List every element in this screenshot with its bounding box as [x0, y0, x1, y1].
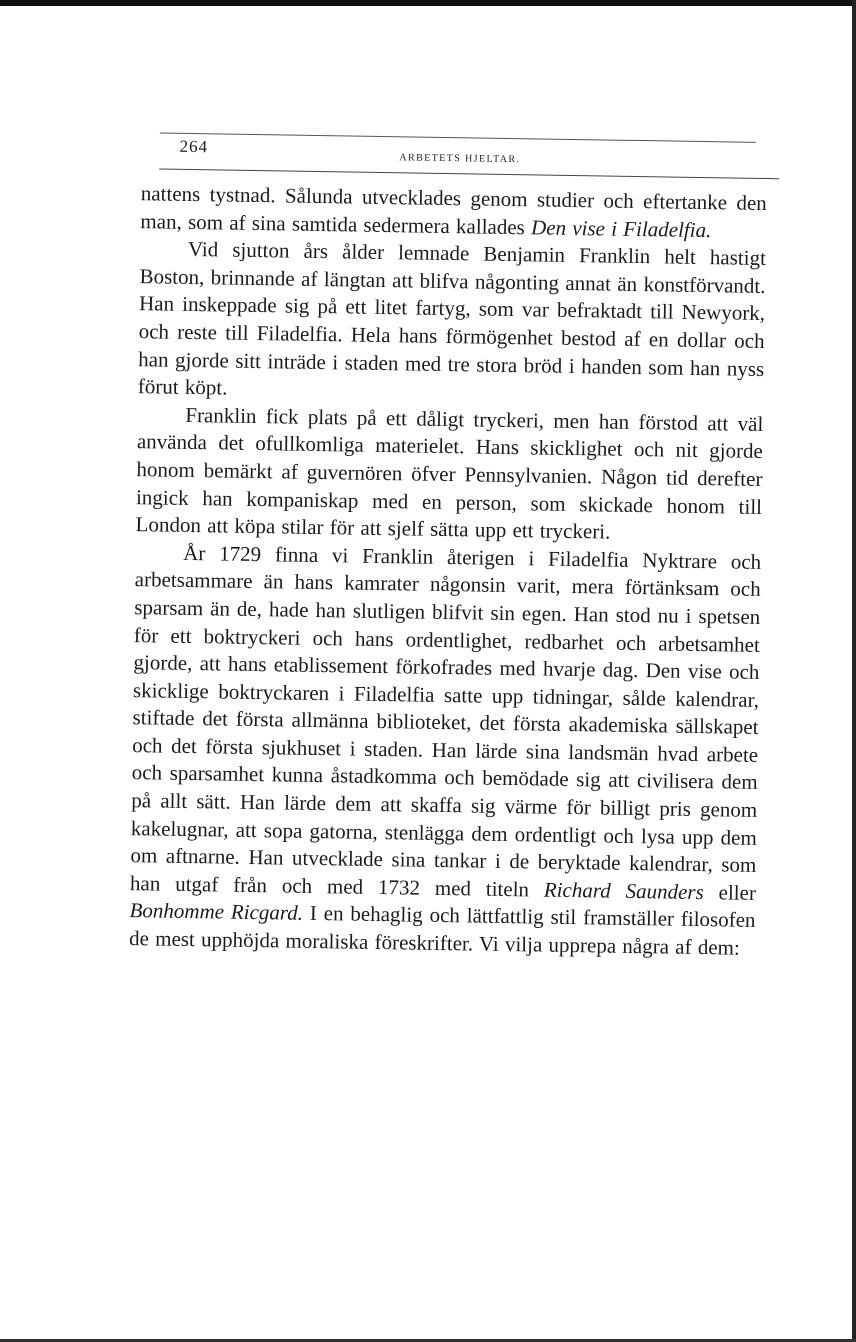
paragraph-text: Vid sjutton års ålder lemnade Benjamin Franklin helt hastigt Boston, brinnande af längtan att blifva någonting annat än konstförvandt. Han inskeppade sig på ett litet fartyg, som var befraktadt till Newyork, och reste till Filadelfia. Hela hans förmögenhet bestod af en dollar och han gjorde sitt inträde i staden med tre stora bröd i handen som han nyss förut köpt.	[137, 237, 767, 400]
italic-title: Den vise i Filadelfia.	[530, 214, 712, 242]
scan-border-right	[852, 0, 856, 1342]
paragraph	[138, 235, 767, 410]
running-title: ARBETETS HJELTAR.	[399, 152, 521, 166]
paragraph-text: År 1729 finna vi Franklin återigen i Filadelfia Nyktrare och arbetsammare än hans kamrater någonsin varit, mera förtänksam och sparsam än de, hade han slutligen blifvit sin egen. Han stod nu i spetsen för ett boktryckeri och hans ordentlighet, redbarhet och arbetsamhet gjorde, att hans etablissement förkofrades med hvarje dag. Den vise och skicklige boktryckaren i Filadelfia satte upp tidningar, sålde kalendrar, stiftade det första allmänna biblioteket, det första akademiska sällskapet och det första sjukhuset i staden. Han lärde sina landsmän hvad arbete och sparsamhet kunna åstadkomma och bemödade sig att civilisera dem på allt sätt. Han lärde dem att skaffa sig värme för billigt pris genom kakelugnar, att sopa gatorna, stenlägga dem ordentligt och lysa upp dem om aftnarne. Han utvecklade sina tankar i de beryktade kalendrar, som han utgaf från och med 1732 med titeln	[129, 540, 762, 902]
paragraph	[140, 180, 767, 245]
scan-border-top	[0, 0, 856, 6]
header-rule-top	[160, 132, 756, 142]
page-number: 264	[179, 136, 209, 157]
book-page	[114, 120, 770, 1170]
header-rule-bottom	[159, 168, 779, 179]
italic-title: Bonhomme Ricgard.	[129, 898, 304, 926]
paragraph	[135, 401, 763, 549]
body-text	[129, 180, 767, 962]
paragraph-text: nattens tystnad. Sålunda utvecklades genom studier och eftertanke den man, som af sina samtida sedermera kallades	[140, 181, 767, 239]
paragraph-text: Franklin fick plats på ett dåligt tryckeri, men han förstod att väl använda det ofullkomliga materielet. Hans skicklighet och nit gjorde honom bemärkt af guvernören öfver Pennsylvanien. Någon tid derefter ingick han kompaniskap med en person, som skickade honom till London att köpa stilar för att sjelf sätta upp ett tryckeri.	[135, 402, 764, 544]
italic-title: Richard Saunders	[543, 877, 704, 904]
paragraph	[129, 539, 761, 963]
paragraph-text: I en behaglig och lättfattlig stil framställer filosofen de mest upphöjda moraliska föreskrifter. Vi vilja upprepa några af dem:	[128, 901, 756, 960]
paragraph-text: eller	[703, 879, 757, 905]
running-head	[139, 120, 770, 176]
